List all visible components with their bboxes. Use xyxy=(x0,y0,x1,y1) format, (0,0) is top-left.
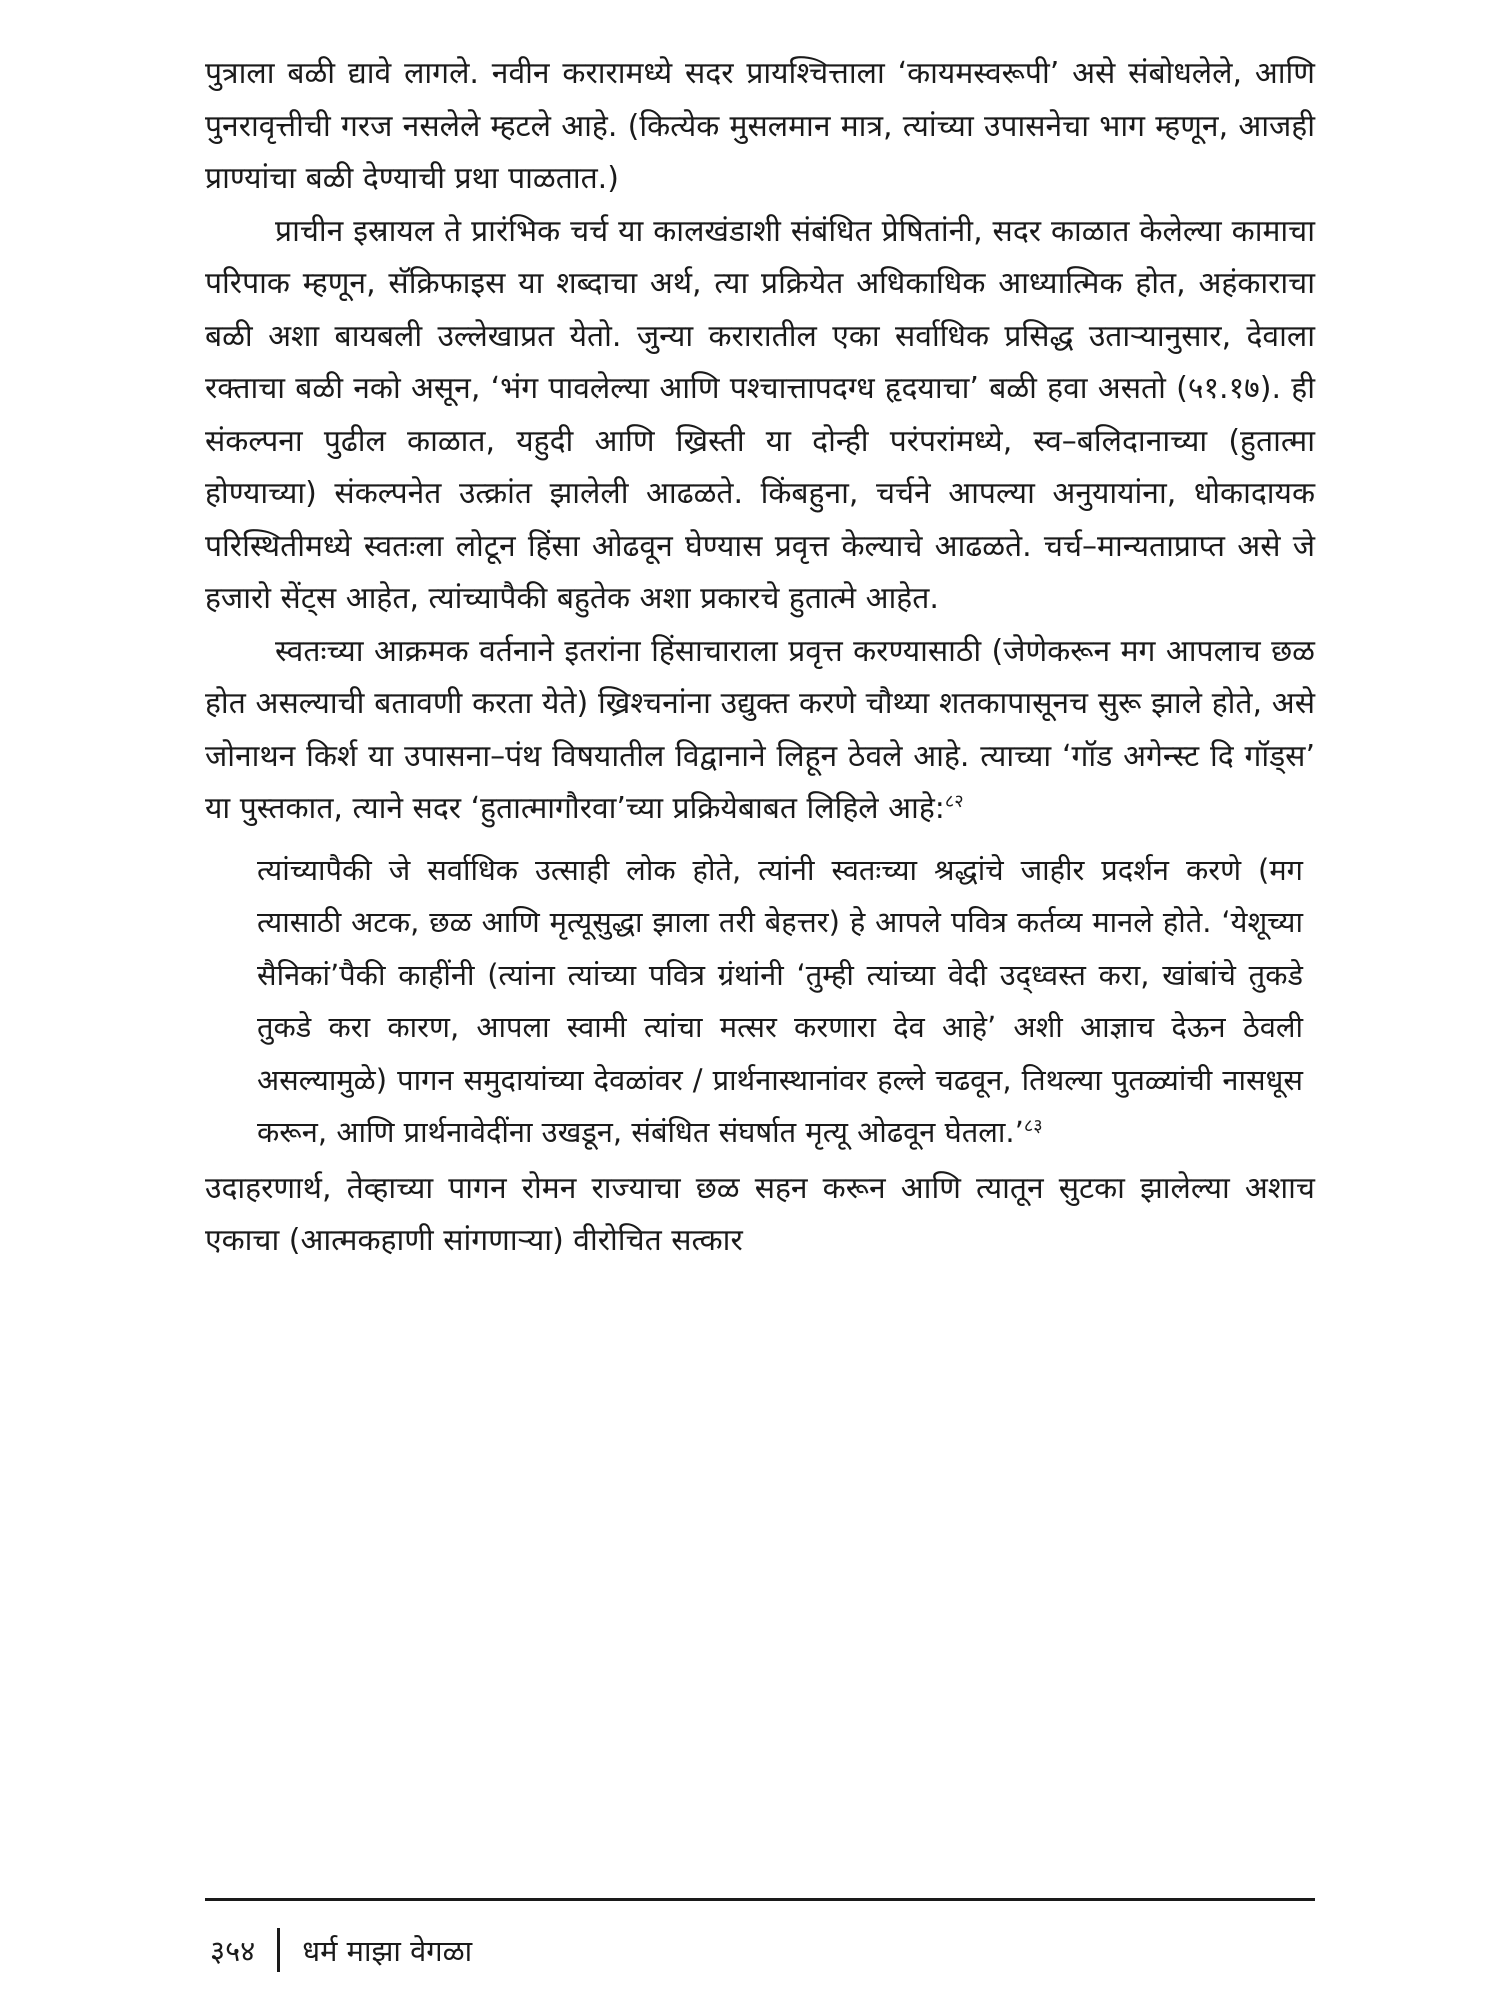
block-quote xyxy=(205,844,1315,1159)
footer-separator xyxy=(277,1928,280,1972)
book-title: धर्म माझा वेगळा xyxy=(302,1933,473,1968)
paragraph-4: उदाहरणार्थ, तेव्हाच्या पागन रोमन राज्याचा छळ सहन करून आणि त्यातून सुटका झालेल्या अशाच एकाचा (आत्मकहाणी सांगणाऱ्या) वीरोचित सत्कार xyxy=(205,1170,1315,1258)
page-footer xyxy=(210,1928,472,1972)
paragraph-3 xyxy=(205,626,1315,836)
footer-rule xyxy=(205,1898,1315,1901)
paragraph-3-text: स्वतःच्या आक्रमक वर्तनाने इतरांना हिंसाचाराला प्रवृत्त करण्यासाठी (जेणेकरून मग आपलाच छळ होत असल्याची बतावणी करता येते) ख्रिश्चनांना उद्युक्त करणे चौथ्या शतकापासूनच सुरू झाले होते, असे जोनाथन किर्श या उपासना–पंथ विषयातील विद्वानाने लिहून ठेवले आहे. त्याच्या ‘गॉड अगेन्स्ट दि गॉड्स’ या पुस्तकात, त्याने सदर ‘हुतात्मागौरवा’च्या प्रक्रियेबाबत लिहिले आहे: xyxy=(205,633,1315,826)
block-quote-text: त्यांच्यापैकी जे सर्वाधिक उत्साही लोक होते, त्यांनी स्वतःच्या श्रद्धांचे जाहीर प्रदर्शन करणे (मग त्यासाठी अटक, छळ आणि मृत्यूसुद्धा झाला तरी बेहत्तर) हे आपले पवित्र कर्तव्य मानले होते. ‘येशूच्या सैनिकां’पैकी काहींनी (त्यांना त्यांच्या पवित्र ग्रंथांनी ‘तुम्ही त्यांच्या वेदी उद्ध्वस्त करा, खांबांचे तुकडे तुकडे करा कारण, आपला स्वामी त्यांचा मत्सर करणारा देव आहे’ अशी आज्ञाच देऊन ठेवली असल्यामुळे) पागन समुदायांच्या देवळांवर / प्रार्थनास्थानांवर हल्ले चढवून, तिथल्या पुतळ्यांची नासधूस करून, आणि प्रार्थनावेदींना उखडून, संबंधित संघर्षात मृत्यू ओढवून घेतला.’ xyxy=(257,852,1303,1149)
page-number: ३५४ xyxy=(210,1933,256,1968)
footnote-marker-83: ८३ xyxy=(1023,1115,1043,1137)
body-text xyxy=(205,48,1315,1268)
paragraph-1: पुत्राला बळी द्यावे लागले. नवीन करारामध्ये सदर प्रायश्चित्ताला ‘कायमस्वरूपी’ असे संबोधलेले, आणि पुनरावृत्तीची गरज नसलेले म्हटले आहे. (कित्येक मुसलमान मात्र, त्यांच्या उपासनेचा भाग म्हणून, आजही प्राण्यांचा बळी देण्याची प्रथा पाळतात.) xyxy=(205,56,1315,196)
paragraph-2: प्राचीन इस्रायल ते प्रारंभिक चर्च या कालखंडाशी संबंधित प्रेषितांनी, सदर काळात केलेल्या कामाचा परिपाक म्हणून, सॅक्रिफाइस या शब्दाचा अर्थ, त्या प्रक्रियेत अधिकाधिक आध्यात्मिक होत, अहंकाराचा बळी अशा बायबली उल्लेखाप्रत येतो. जुन्या करारातील एका सर्वाधिक प्रसिद्ध उताऱ्यानुसार, देवाला रक्ताचा बळी नको असून, ‘भंग पावलेल्या आणि पश्चात्तापदग्ध हृदयाचा’ बळी हवा असतो (५१.१७). ही संकल्पना पुढील काळात, यहुदी आणि ख्रिस्ती या दोन्ही परंपरांमध्ये, स्व–बलिदानाच्या (हुतात्मा होण्याच्या) संकल्पनेत उत्क्रांत झालेली आढळते. किंबहुना, चर्चने आपल्या अनुयायांना, धोकादायक परिस्थितीमध्ये स्वतःला लोटून हिंसा ओढवून घेण्यास प्रवृत्त केल्याचे आढळते. चर्च–मान्यताप्राप्त असे जे हजारो सेंट्स आहेत, त्यांच्यापैकी बहुतेक अशा प्रकारचे हुतात्मे आहेत. xyxy=(205,213,1315,616)
footnote-marker-82: ८२ xyxy=(944,791,964,812)
